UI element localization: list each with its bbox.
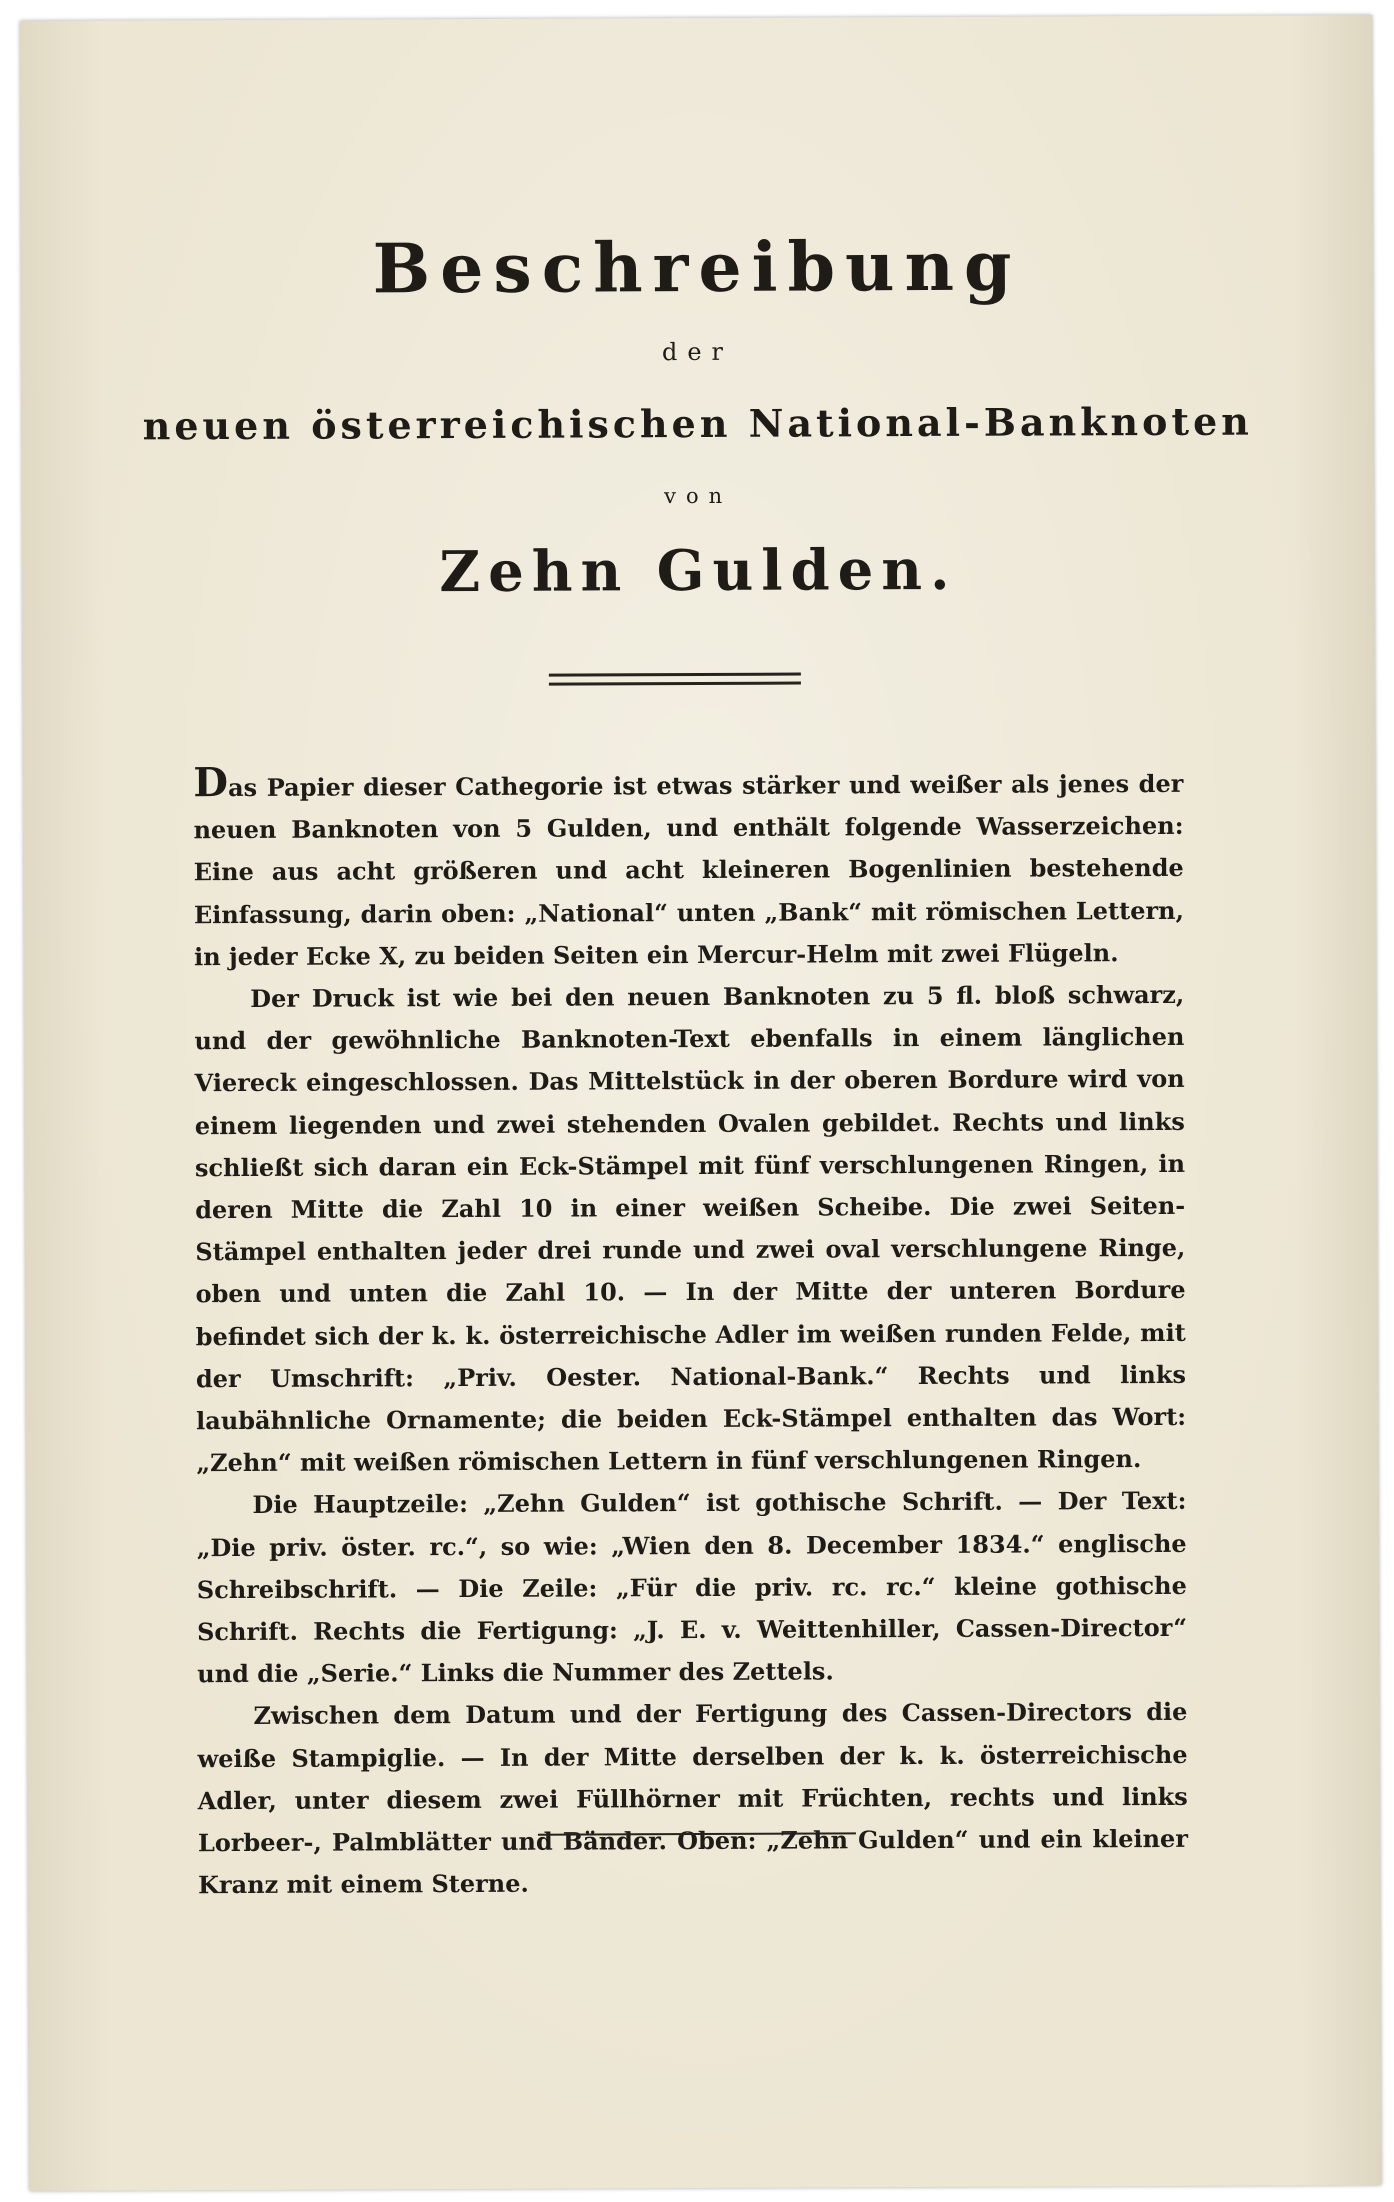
document-page: [20, 15, 1381, 2191]
paragraph-stamp: Zwischen dem Datum und der Fertigung des Cassen-Directors die weiße Stampiglie. — In der Mitte derselben der k. k. österreichische Adler, unter diesem zwei Füllhörner mit Früchten, rechts und links Lorbeer-, Palmblätter und Bänder. Oben: „Zehn Gulden“ und ein kleiner Kranz mit einem Sterne.: [197, 1697, 1189, 1900]
description-body: [193, 758, 1188, 1907]
document-subtitle: neuen österreichischen National-Banknoten: [142, 398, 1253, 449]
title-article: der: [661, 337, 734, 367]
paragraph-text-lines: Die Hauptzeile: „Zehn Gulden“ ist gothische Schrift. — Der Text: „Die priv. öster. rc.“, so wie: „Wien den 8. December 1834.“ englische Schreibschrift. — Die Zeile: „Für die priv. rc. rc.“ kleine gothische Schrift. Rechts die Fertigung: „J. E. v. Weittenhiller, Cassen-Director“ und die „Serie.“ Links die Nummer des Zettels.: [196, 1486, 1188, 1689]
document-title: Beschreibung: [372, 226, 1022, 310]
paragraph-paper: Das Papier dieser Cathegorie ist etwas stärker und weißer als jenes der neuen Banknoten von 5 Gulden, und enthält folgende Wasserzeichen: Eine aus acht größeren und acht kleineren Bogenlinien bestehende Einfassung, darin oben: „National“ unten „Bank“ mit römischen Lettern, in jeder Ecke X, zu beiden Seiten ein Mercur-Helm mit zwei Flügeln.: [193, 759, 1184, 972]
title-preposition: von: [664, 483, 733, 509]
double-rule-divider: [549, 673, 801, 686]
denomination-heading: Zehn Gulden.: [439, 536, 958, 606]
paragraph-print: Der Druck ist wie bei den neuen Banknoten zu 5 fl. bloß schwarz, und der gewöhnliche Banknoten-Text ebenfalls in einem länglichen Viereck eingeschlossen. Das Mittelstück in der oberen Bordure wird von einem liegenden und zwei stehenden Ovalen gebildet. Rechts und links schließt sich daran ein Eck-Stämpel mit fünf verschlungenen Ringen, in deren Mitte die Zahl 10 in einer weißen Scheibe. Die zwei Seiten-Stämpel enthalten jeder drei runde und zwei oval verschlungene Ringe, oben und unten die Zahl 10. — In der Mitte der unteren Bordure befindet sich der k. k. österreichische Adler im weißen runden Felde, mit der Umschrift: „Priv. Oester. National-Bank.“ Rechts und links laubähnliche Ornamente; die beiden Eck-Stämpel enthalten das Wort: „Zehn“ mit weißen römischen Lettern in fünf verschlungenen Ringen.: [194, 979, 1187, 1478]
